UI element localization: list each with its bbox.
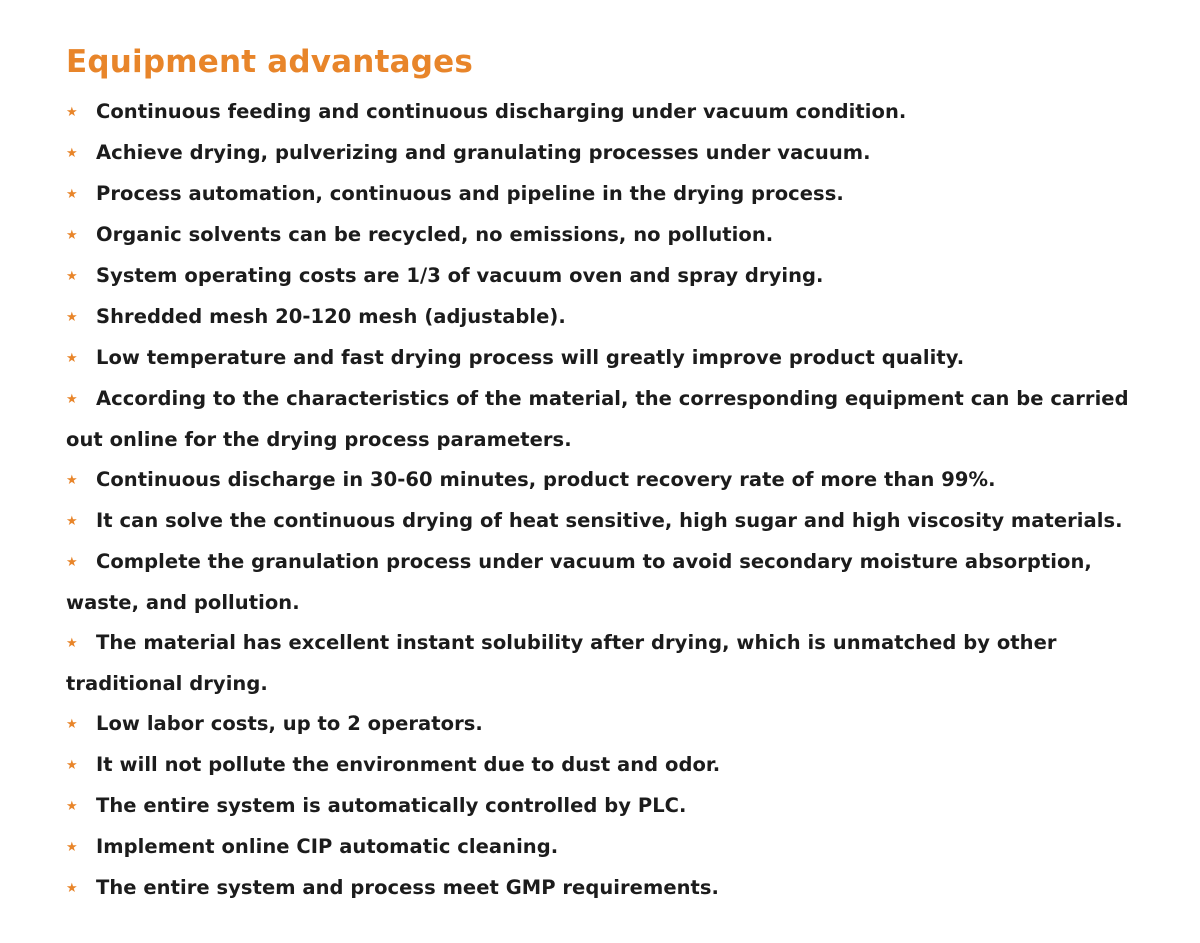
list-item-text: Continuous feeding and continuous discharging under vacuum condition. [96,100,907,123]
list-item-text: System operating costs are 1/3 of vacuum oven and spray drying. [96,264,824,287]
star-icon: ★ [66,636,78,651]
list-item [66,786,1166,827]
star-icon: ★ [66,269,78,284]
list-item-text: It will not pollute the environment due to dust and odor. [96,753,721,776]
star-icon: ★ [66,473,78,488]
list-item-text: Continuous discharge in 30-60 minutes, product recovery rate of more than 99%. [96,468,996,491]
list-item-text: Organic solvents can be recycled, no emissions, no pollution. [96,223,774,246]
list-item-text: Achieve drying, pulverizing and granulating processes under vacuum. [96,141,871,164]
star-icon: ★ [66,758,78,773]
advantages-list [66,92,1166,909]
list-item [66,297,1166,338]
list-item-text: Low labor costs, up to 2 operators. [96,712,483,735]
list-item-text: The material has excellent instant solubility after drying, which is unmatched by other traditional drying. [66,631,1057,695]
list-item [66,174,1166,215]
list-item-text: It can solve the continuous drying of heat sensitive, high sugar and high viscosity materials. [96,509,1123,532]
star-icon: ★ [66,799,78,814]
list-item [66,460,1166,501]
list-item [66,623,1166,704]
list-item [66,92,1166,133]
list-item [66,501,1166,542]
list-item [66,133,1166,174]
star-icon: ★ [66,840,78,855]
list-item [66,215,1166,256]
list-item [66,338,1166,379]
list-item [66,704,1166,745]
star-icon: ★ [66,555,78,570]
star-icon: ★ [66,514,78,529]
star-icon: ★ [66,146,78,161]
star-icon: ★ [66,187,78,202]
list-item [66,827,1166,868]
list-item [66,542,1166,623]
page-title: Equipment advantages [66,44,473,80]
list-item-text: Low temperature and fast drying process will greatly improve product quality. [96,346,965,369]
star-icon: ★ [66,881,78,896]
content [66,0,1166,909]
star-icon: ★ [66,351,78,366]
star-icon: ★ [66,717,78,732]
star-icon: ★ [66,310,78,325]
list-item-text: The entire system and process meet GMP requirements. [96,876,720,899]
star-icon: ★ [66,105,78,120]
list-item-text: Shredded mesh 20-120 mesh (adjustable). [96,305,566,328]
list-item [66,256,1166,297]
star-icon: ★ [66,392,78,407]
list-item-text: Complete the granulation process under vacuum to avoid secondary moisture absorption, waste, and pollution. [66,550,1092,614]
list-item [66,379,1166,460]
list-item-text: Implement online CIP automatic cleaning. [96,835,559,858]
list-item [66,745,1166,786]
list-item-text: The entire system is automatically controlled by PLC. [96,794,687,817]
list-item [66,868,1166,909]
list-item-text: Process automation, continuous and pipeline in the drying process. [96,182,844,205]
list-item-text: According to the characteristics of the material, the corresponding equipment can be carried out online for the drying process parameters. [66,387,1129,451]
star-icon: ★ [66,228,78,243]
